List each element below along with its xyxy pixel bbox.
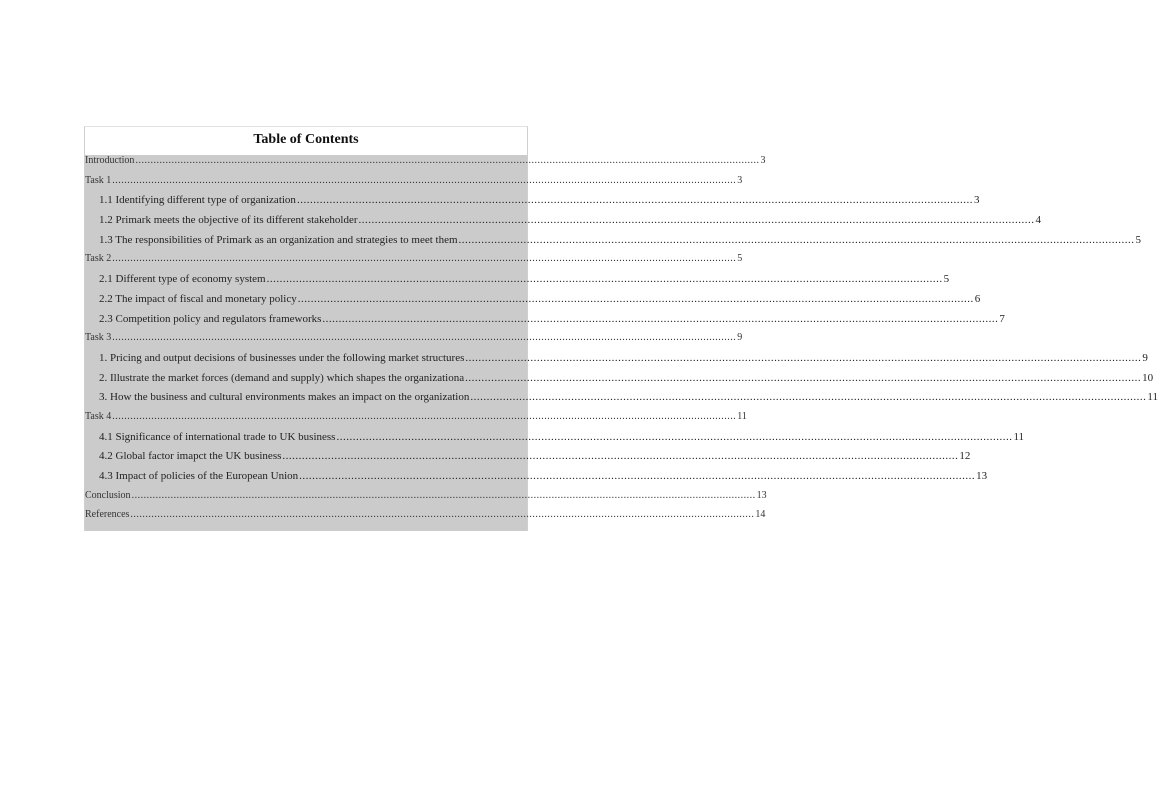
toc-leader-dots: [112, 332, 736, 343]
toc-entry-page: 3: [737, 174, 743, 186]
toc-entry-page: 6: [974, 292, 981, 305]
toc-leader-dots: [112, 175, 736, 186]
toc-entry[interactable]: [85, 351, 1148, 372]
toc-leader-dots: [267, 273, 943, 285]
toc-entry-label: 3. How the business and cultural environments makes an impact on the organization: [99, 391, 470, 404]
toc-leader-dots: [130, 509, 754, 520]
toc-entry[interactable]: [85, 450, 971, 470]
toc-entry-label: 1. Pricing and output decisions of businesses under the following market structures: [99, 351, 465, 364]
toc-leader-dots: [112, 253, 736, 264]
toc-entry[interactable]: [85, 509, 766, 529]
toc-leader-dots: [465, 352, 1141, 364]
table-of-contents: [84, 126, 1158, 531]
toc-entry[interactable]: [85, 233, 1142, 254]
toc-entry-label: 2.3 Competition policy and regulators frameworks: [99, 312, 322, 325]
toc-entry[interactable]: [85, 155, 766, 175]
toc-entry-page: 12: [959, 450, 971, 463]
toc-entry[interactable]: [85, 371, 1154, 392]
toc-leader-dots: [297, 194, 973, 206]
toc-entry-label: 2.1 Different type of economy system: [99, 273, 266, 286]
toc-entry-label: 4.3 Impact of policies of the European Union: [99, 470, 299, 482]
toc-entry[interactable]: [85, 214, 1042, 234]
toc-leader-dots: [359, 214, 1035, 226]
toc-entry[interactable]: [85, 174, 743, 195]
toc-entry-page: 5: [737, 253, 743, 265]
toc-leader-dots: [282, 450, 958, 462]
toc-title: Table of Contents: [85, 127, 527, 155]
toc-entry-label: 1.3 The responsibilities of Primark as an organization and strategies to meet them: [99, 233, 458, 246]
toc-entry-label: 2.2 The impact of fiscal and monetary policy: [99, 292, 297, 305]
toc-entry[interactable]: [85, 489, 767, 510]
toc-entry-label: Task 3: [85, 332, 112, 344]
toc-entry-label: 4.1 Significance of international trade to UK business: [99, 430, 336, 443]
toc-leader-dots: [322, 313, 998, 325]
toc-entry-label: Task 1: [85, 174, 112, 186]
toc-entry[interactable]: [85, 312, 1005, 333]
toc-entries: [85, 155, 1158, 531]
toc-entry-page: 14: [755, 509, 766, 521]
toc-entry-label: Conclusion: [85, 489, 131, 501]
toc-leader-dots: [470, 391, 1146, 403]
toc-entry-label: Introduction: [85, 155, 135, 166]
toc-entry-label: Task 4: [85, 410, 112, 422]
toc-entry[interactable]: [85, 430, 1025, 451]
toc-leader-dots: [465, 372, 1141, 384]
toc-entry[interactable]: [85, 194, 980, 214]
toc-entry-page: 3: [973, 194, 980, 207]
toc-entry[interactable]: [85, 410, 747, 431]
toc-entry-page: 9: [1142, 351, 1148, 364]
toc-entry-page: 10: [1142, 371, 1154, 384]
toc-entry-page: 5: [943, 273, 950, 286]
toc-entry-label: Task 2: [85, 253, 112, 265]
toc-entry-page: 9: [737, 332, 743, 344]
toc-entry[interactable]: [85, 273, 950, 293]
toc-entry-page: 7: [999, 312, 1005, 325]
toc-entry[interactable]: [85, 292, 981, 313]
toc-entry-page: 11: [1147, 391, 1158, 404]
toc-entry-label: 2. Illustrate the market forces (demand and supply) which shapes the organizationa: [99, 371, 465, 384]
toc-leader-dots: [299, 470, 975, 482]
toc-entry-page: 4: [1035, 214, 1042, 227]
toc-leader-dots: [112, 411, 736, 422]
toc-entry[interactable]: [85, 332, 743, 352]
toc-leader-dots: [336, 431, 1012, 443]
toc-entry-page: 13: [756, 489, 767, 501]
toc-entry[interactable]: [85, 391, 1158, 411]
toc-leader-dots: [135, 155, 759, 166]
toc-leader-dots: [459, 234, 1135, 246]
toc-entry-page: 5: [1135, 233, 1142, 246]
toc-entry-page: 3: [760, 155, 766, 166]
toc-entry-label: 4.2 Global factor imapct the UK business: [99, 450, 282, 463]
toc-leader-dots: [132, 490, 756, 501]
toc-leader-dots: [298, 293, 974, 305]
toc-entry-page: 11: [1013, 430, 1025, 443]
toc-entry[interactable]: [85, 470, 988, 490]
toc-entry-label: 1.2 Primark meets the objective of its different stakeholder: [99, 214, 358, 227]
toc-entry-page: 13: [976, 470, 988, 482]
toc-entry-label: 1.1 Identifying different type of organization: [99, 194, 296, 207]
toc-entry-page: 11: [737, 410, 747, 422]
toc-entry-label: References: [85, 509, 130, 521]
toc-entry[interactable]: [85, 253, 743, 273]
